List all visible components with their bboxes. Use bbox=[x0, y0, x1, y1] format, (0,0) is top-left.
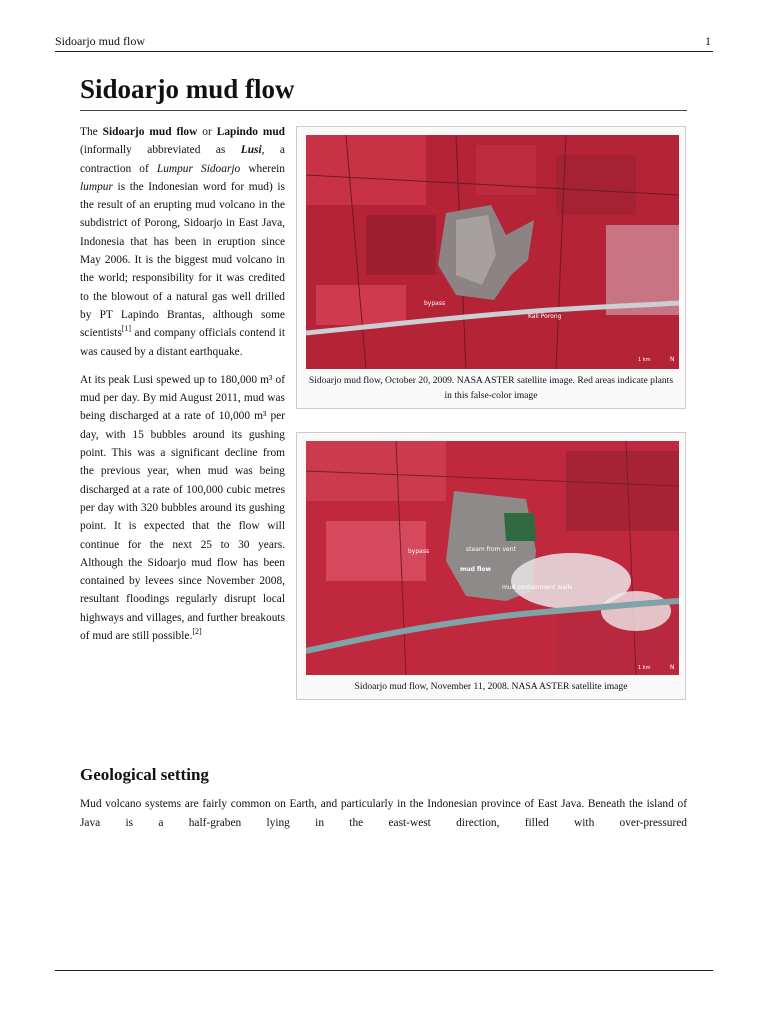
intro-text: (informally abbreviated as bbox=[80, 144, 241, 157]
eruption-text: At its peak Lusi spewed up to 180,000 m³ of mud per day. By mid August 2011, mud was being discharged at a rate of 10,000 m³ per day, with 15 bubbles around its gushing point. This was a significant decline from the previous year, when mud was being discharged at a rate of 100,000 cubic metres per day with 320 bubbles around its gushing point. It is expected that the flow will continue for the next 25 to 30 years. Although the Sidoarjo mud flow has been contained by levees since November 2008, resultant floodings regularly disrupt local highways and villages, and further breakouts of mud are still possible. bbox=[80, 373, 285, 643]
steam-label: steam from vent bbox=[466, 546, 516, 553]
north-arrow-icon: N bbox=[670, 356, 675, 363]
footer-rule bbox=[55, 970, 713, 971]
term-lumpur: lumpur bbox=[80, 180, 113, 193]
north-arrow-icon: N bbox=[670, 664, 675, 671]
bypass-label: bypass bbox=[424, 300, 446, 307]
citation-link-2[interactable]: [2] bbox=[192, 627, 202, 637]
page-number: 1 bbox=[705, 34, 711, 48]
figure-2009 bbox=[296, 126, 686, 409]
intro-text: , a contraction of bbox=[80, 144, 285, 175]
page-title: Sidoarjo mud flow bbox=[80, 72, 687, 111]
river-label: Kali Porong bbox=[528, 313, 562, 320]
figure-2008 bbox=[296, 432, 686, 700]
geological-setting-text: Mud volcano systems are fairly common on Earth, and particularly in the Indonesian province of East Java. Beneath the island of Java is a half-graben lying in the east-west direction, filled with over-pressured bbox=[80, 798, 687, 829]
term-lusi: Lusi bbox=[240, 144, 262, 157]
term-lumpur-sidoarjo: Lumpur Sidoarjo bbox=[156, 162, 241, 175]
mud-flow-label: mud flow bbox=[460, 566, 492, 573]
intro-text: The bbox=[80, 126, 103, 138]
bypass-label: bypass bbox=[408, 548, 430, 555]
running-header bbox=[55, 34, 713, 52]
intro-text: is the Indonesian word for mud) is the result of an erupting mud volcano in the subdistrict of Porong, Sidoarjo in East Java, Indonesia that has been in eruption since May 2006. It is the biggest mud volcano in the world; responsibility for it was credited to the blowout of a natural gas well drilled by PT Lapindo Brantas, although some scientists bbox=[80, 180, 285, 340]
section-heading-geological-setting: Geological setting bbox=[80, 765, 209, 784]
term-lapindo-mud: Lapindo mud bbox=[216, 126, 285, 138]
scale-label: 1 km bbox=[638, 357, 651, 363]
walls-label: mud containment walls bbox=[502, 584, 573, 591]
intro-text: wherein bbox=[240, 162, 285, 175]
satellite-image-2009[interactable] bbox=[306, 135, 679, 369]
running-title: Sidoarjo mud flow bbox=[55, 34, 145, 48]
figure-caption-2009: Sidoarjo mud flow, October 20, 2009. NASA ASTER satellite image. Red areas indicate plants in this false-color image bbox=[308, 375, 674, 401]
citation-link-1[interactable]: [1] bbox=[121, 324, 132, 334]
scale-label: 1 km bbox=[638, 665, 651, 671]
intro-text: or bbox=[197, 126, 217, 138]
figure-caption-2008: Sidoarjo mud flow, November 11, 2008. NASA ASTER satellite image bbox=[354, 681, 628, 692]
intro-column bbox=[80, 123, 285, 655]
intro-paragraph bbox=[80, 123, 285, 361]
eruption-paragraph bbox=[80, 371, 285, 645]
term-sidoarjo-mud-flow: Sidoarjo mud flow bbox=[102, 126, 198, 138]
satellite-image-2008[interactable] bbox=[306, 441, 679, 675]
intro-text: and company officials contend it was caused by a distant earthquake. bbox=[80, 327, 285, 358]
